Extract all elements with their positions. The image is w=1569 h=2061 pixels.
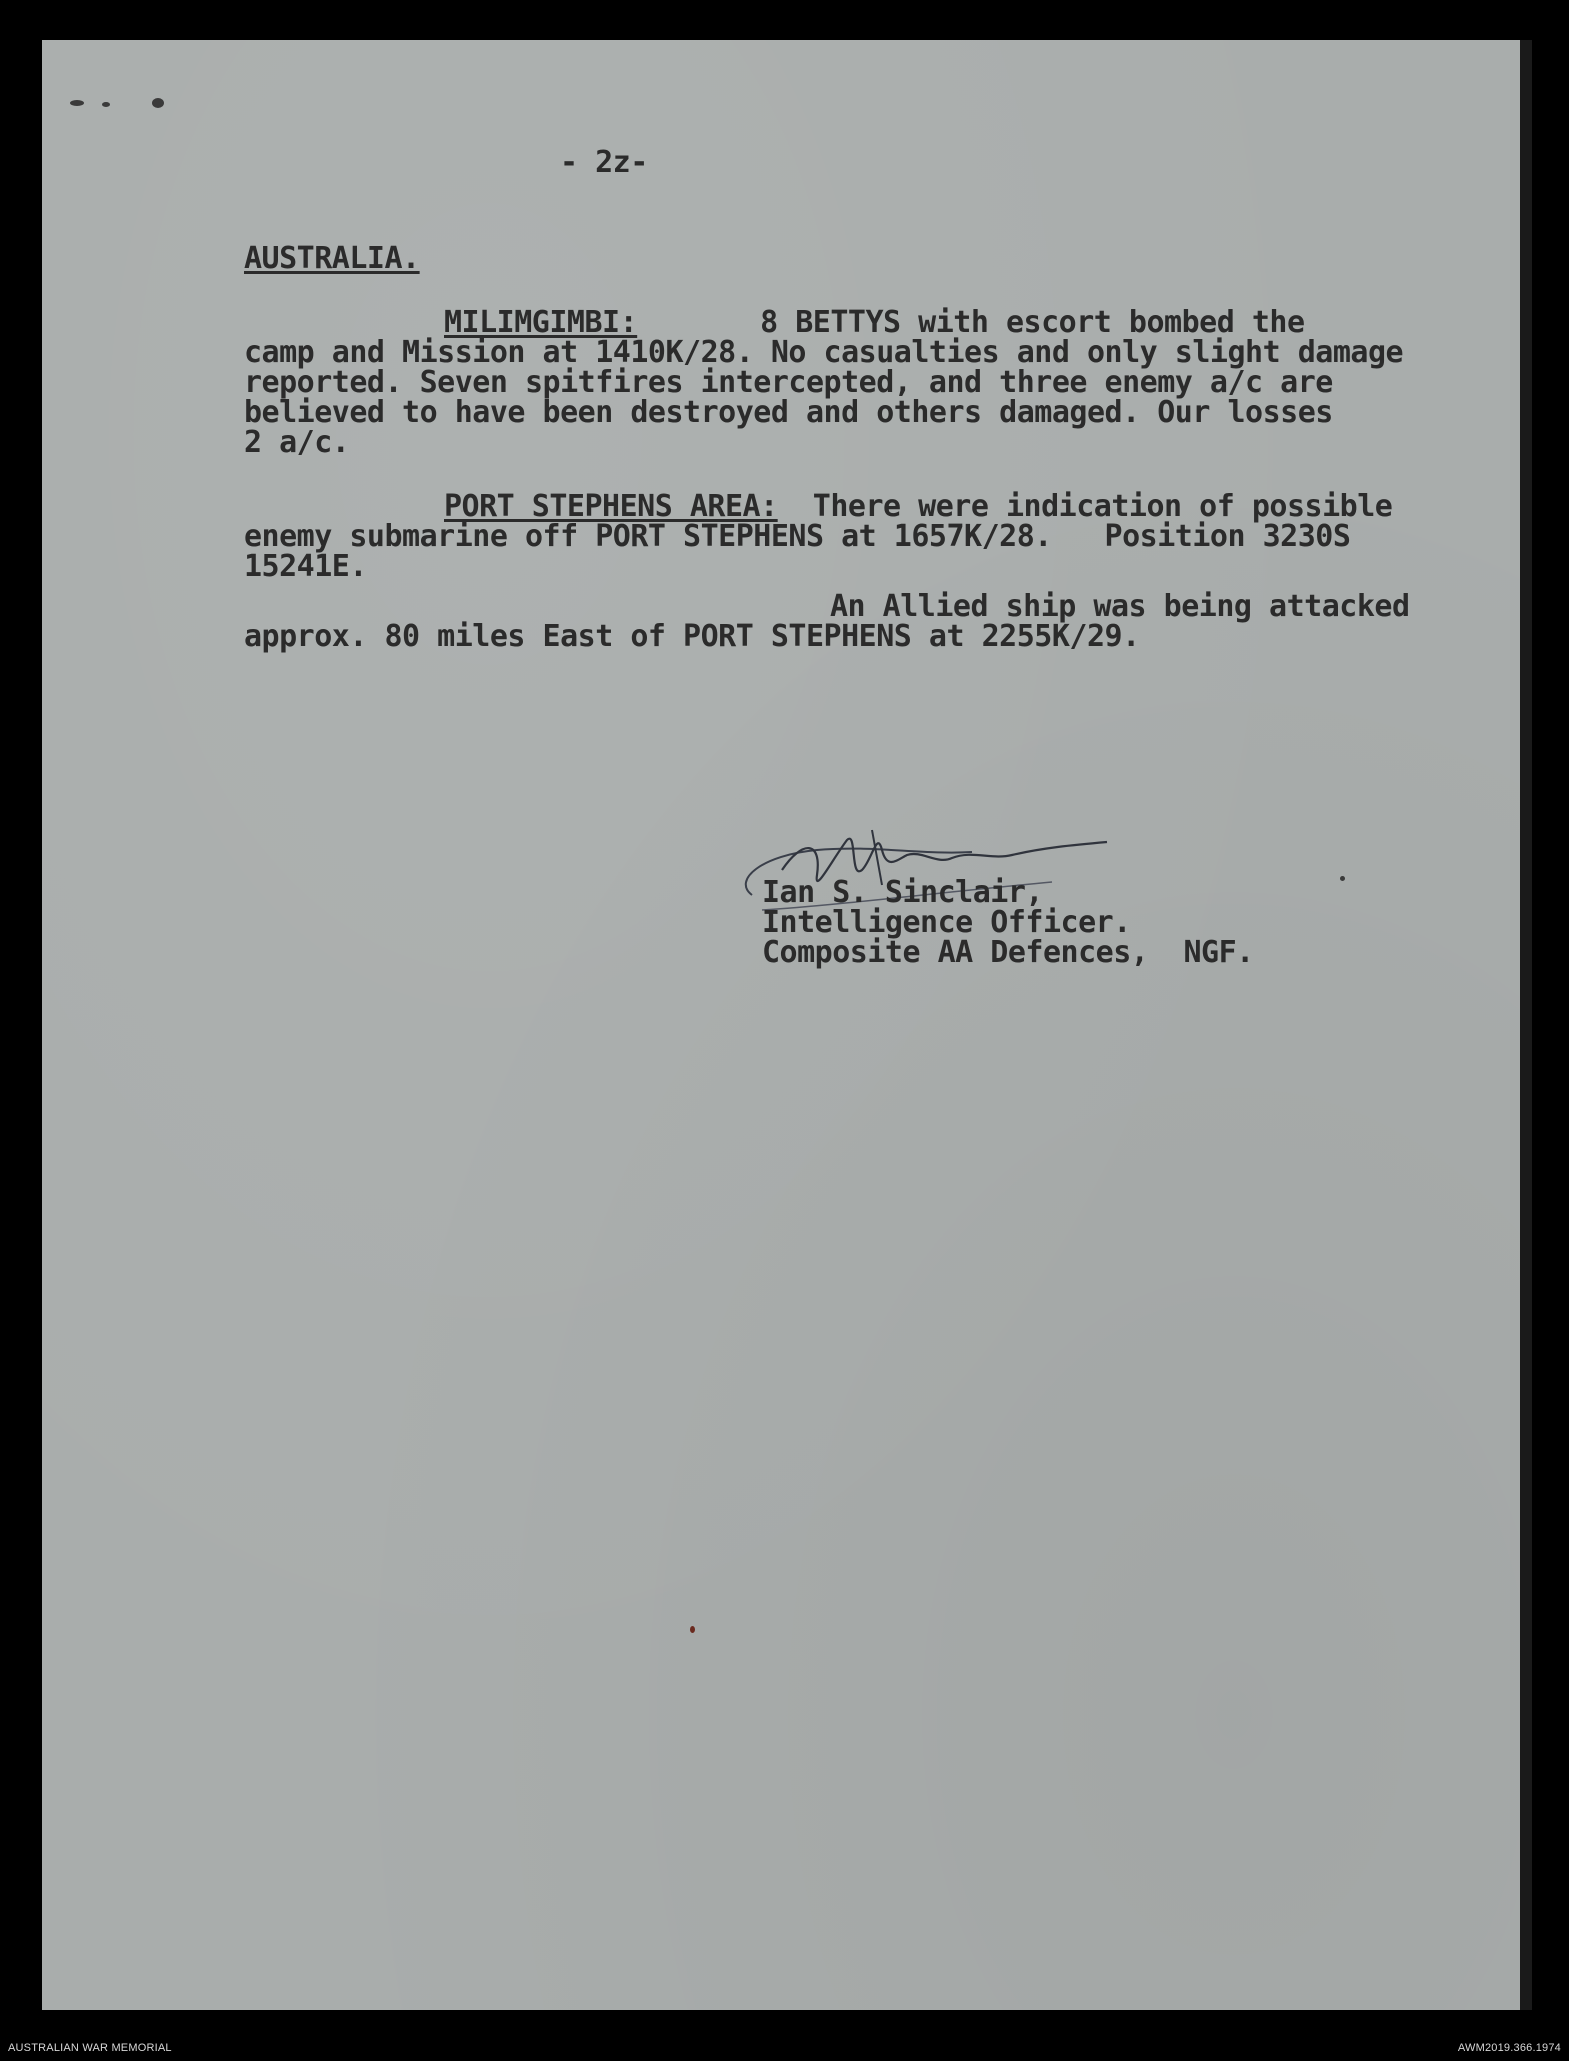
ink-mark: [152, 98, 164, 108]
paragraph-milimgimbi-line-1: MILIMGIMBI: 8 BETTYS with escort bombed the: [444, 305, 1305, 340]
page-edge-shadow: [1520, 40, 1532, 2010]
paragraph-line: enemy submarine off PORT STEPHENS at 1657K/28. Position 3230S: [244, 519, 1351, 554]
paragraph-line: believed to have been destroyed and others damaged. Our losses: [244, 395, 1333, 430]
ink-mark: [1340, 876, 1345, 881]
paper-page: [42, 40, 1532, 2010]
signatory-title: Intelligence Officer.: [762, 905, 1131, 940]
paragraph-line: camp and Mission at 1410K/28. No casualties and only slight damage: [244, 335, 1404, 370]
paragraph-port-stephens-line-1: PORT STEPHENS AREA: There were indication of possible: [444, 489, 1393, 524]
section-title: AUSTRALIA.: [244, 241, 420, 276]
paragraph-line: 15241E.: [244, 549, 367, 584]
ink-mark: [70, 100, 84, 106]
paragraph-heading: PORT STEPHENS AREA:: [444, 489, 778, 524]
signatory-unit: Composite AA Defences, NGF.: [762, 935, 1254, 970]
paragraph-line: 2 a/c.: [244, 425, 350, 460]
ink-mark: [690, 1626, 695, 1633]
paragraph-line: approx. 80 miles East of PORT STEPHENS at 2255K/29.: [244, 619, 1140, 654]
signatory-name: Ian S. Sinclair,: [762, 875, 1043, 910]
paragraph-allied-ship-line-1: An Allied ship was being attacked: [830, 589, 1410, 624]
footer-accession-number: AWM2019.366.1974: [1457, 2042, 1561, 2054]
paragraph-line: reported. Seven spitfires intercepted, and three enemy a/c are: [244, 365, 1333, 400]
ink-mark: [102, 102, 110, 107]
paragraph-heading: MILIMGIMBI:: [444, 305, 638, 340]
page-number: - 2z-: [560, 145, 648, 180]
footer-institution: AUSTRALIAN WAR MEMORIAL: [8, 2042, 172, 2054]
